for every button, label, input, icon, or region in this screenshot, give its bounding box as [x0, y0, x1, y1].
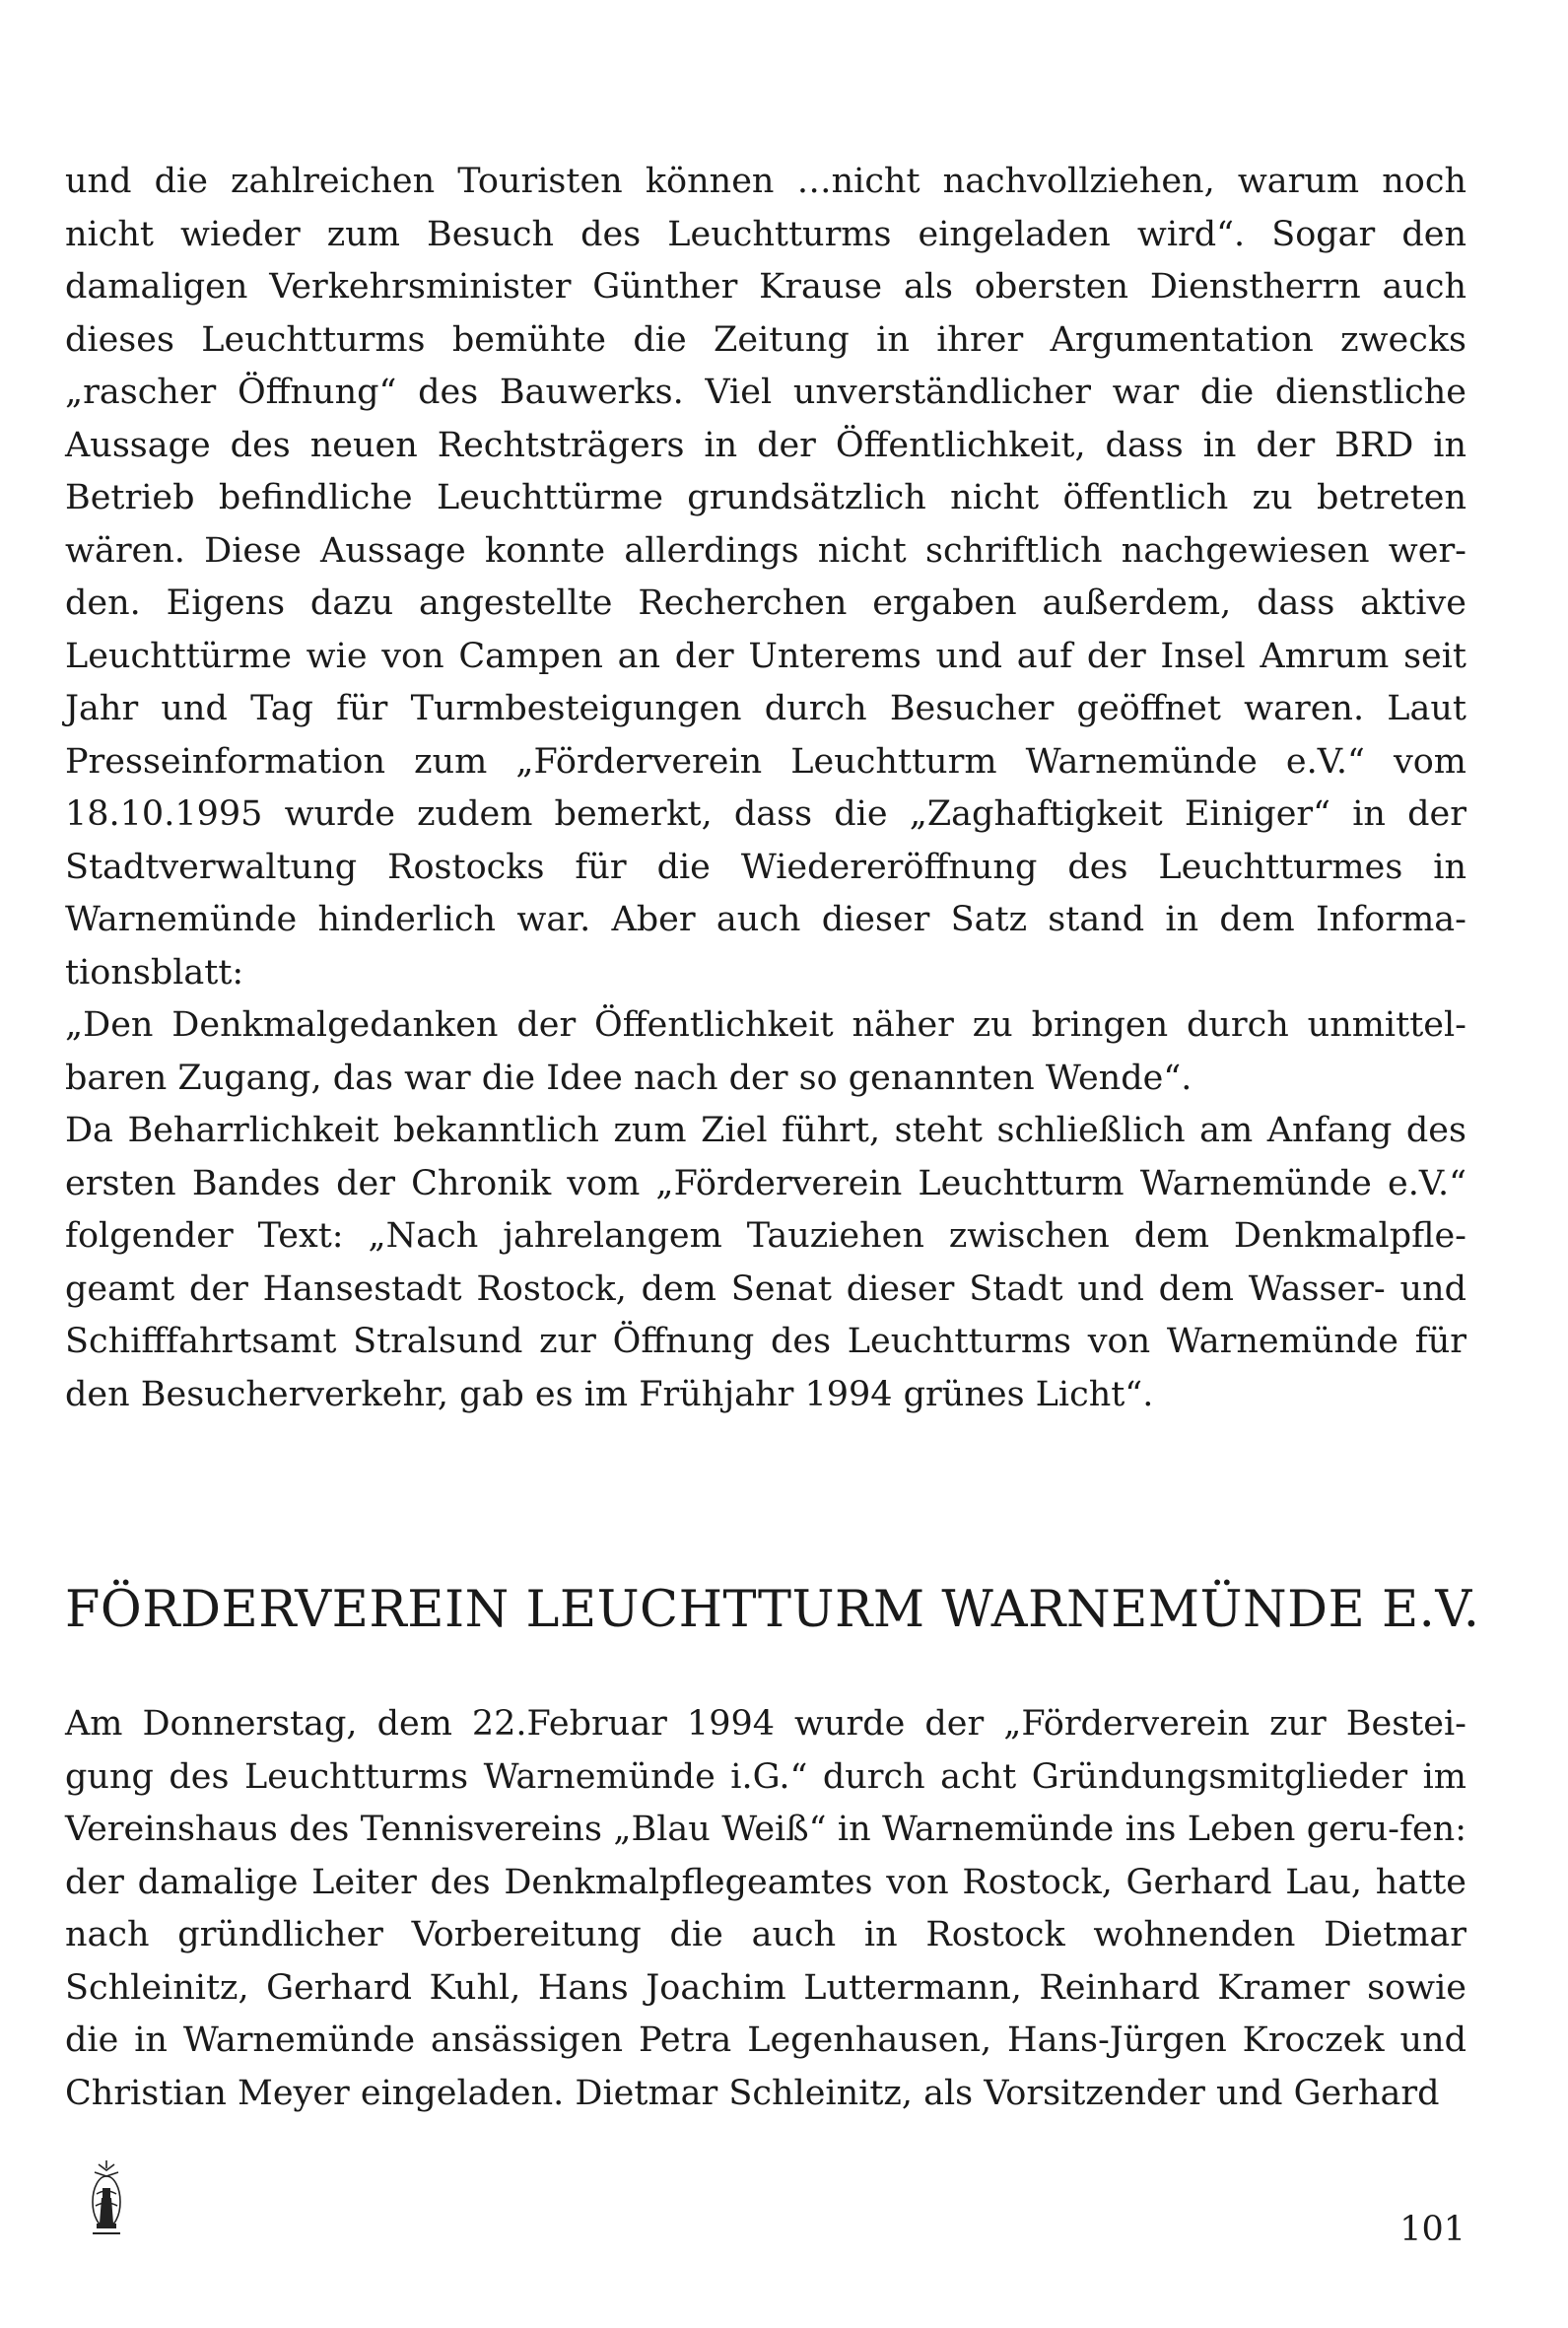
- page-number: 101: [1399, 2210, 1466, 2249]
- paragraph: Da Beharrlichkeit bekanntlich zum Ziel führt, steht schließlich am Anfang des ersten Bandes der Chronik vom „Förderverein Leuchtturm Warnemünde e.V.“ folgender Text: „Nach jahrelangem Tauziehen zwischen dem Denkmalpfle-geamt der Hansestadt Rostock, dem Senat dieser Stadt und dem Wasser- und Schifffahrtsamt Stralsund zur Öffnung des Leuchtturms von Warnemünde für den Besucherverkehr, gab es im Frühjahr 1994 grünes Licht“.: [65, 1111, 1466, 1414]
- section-heading: FÖRDERVEREIN LEUCHTTURM WARNEMÜNDE E.V.: [65, 1581, 1480, 1639]
- section-text-block: [65, 1698, 1466, 2120]
- paragraph: „Den Denkmalgedanken der Öffentlichkeit näher zu bringen durch unmittel-baren Zugang, das war die Idee nach der so genannten Wende“.: [65, 1005, 1466, 1098]
- paragraph: Am Donnerstag, dem 22.Februar 1994 wurde der „Förderverein zur Bestei-gung des Leuchtturms Warnemünde i.G.“ durch acht Gründungsmitglieder im Vereinshaus des Tennisvereins „Blau Weiß“ in Warnemünde ins Leben geru-fen: der damalige Leiter des Denkmalpflegeamtes von Rostock, Gerhard Lau, hatte nach gründlicher Vorbereitung die auch in Rostock wohnenden Dietmar Schleinitz, Gerhard Kuhl, Hans Joachim Luttermann, Reinhard Kramer sowie die in Warnemünde ansässigen Petra Legenhausen, Hans-Jürgen Kroczek und Christian Meyer eingeladen. Dietmar Schleinitz, als Vorsitzender und Gerhard: [65, 1704, 1466, 2113]
- lighthouse-emblem-icon: [85, 2158, 128, 2241]
- top-text-block: [65, 156, 1466, 1421]
- paragraph: und die zahlreichen Touristen können …nicht nachvollziehen, warum noch nicht wieder zum Besuch des Leuchtturms eingeladen wird“. Sogar den damaligen Verkehrsminister Günther Krause als obersten Dienstherrn auch dieses Leuchtturms bemühte die Zeitung in ihrer Argumentation zwecks „rascher Öffnung“ des Bauwerks. Viel unverständlicher war die dienstliche Aussage des neuen Rechtsträgers in der Öffentlichkeit, dass in der BRD in Betrieb befindliche Leuchttürme grundsätzlich nicht öffentlich zu betreten wären. Diese Aussage konnte allerdings nicht schriftlich nachgewiesen wer-den. Eigens dazu angestellte Recherchen ergaben außerdem, dass aktive Leuchttürme wie von Campen an der Unterems und auf der Insel Amrum seit Jahr und Tag für Turmbesteigungen durch Besucher geöffnet waren. Laut Presseinformation zum „Förderverein Leuchtturm Warnemünde e.V.“ vom 18.10.1995 wurde zudem bemerkt, dass die „Zaghaftigkeit Einiger“ in der Stadtverwaltung Rostocks für die Wiedereröffnung des Leuchtturmes in Warnemünde hinderlich war. Aber auch dieser Satz stand in dem Informa-tionsblatt:: [65, 162, 1466, 993]
